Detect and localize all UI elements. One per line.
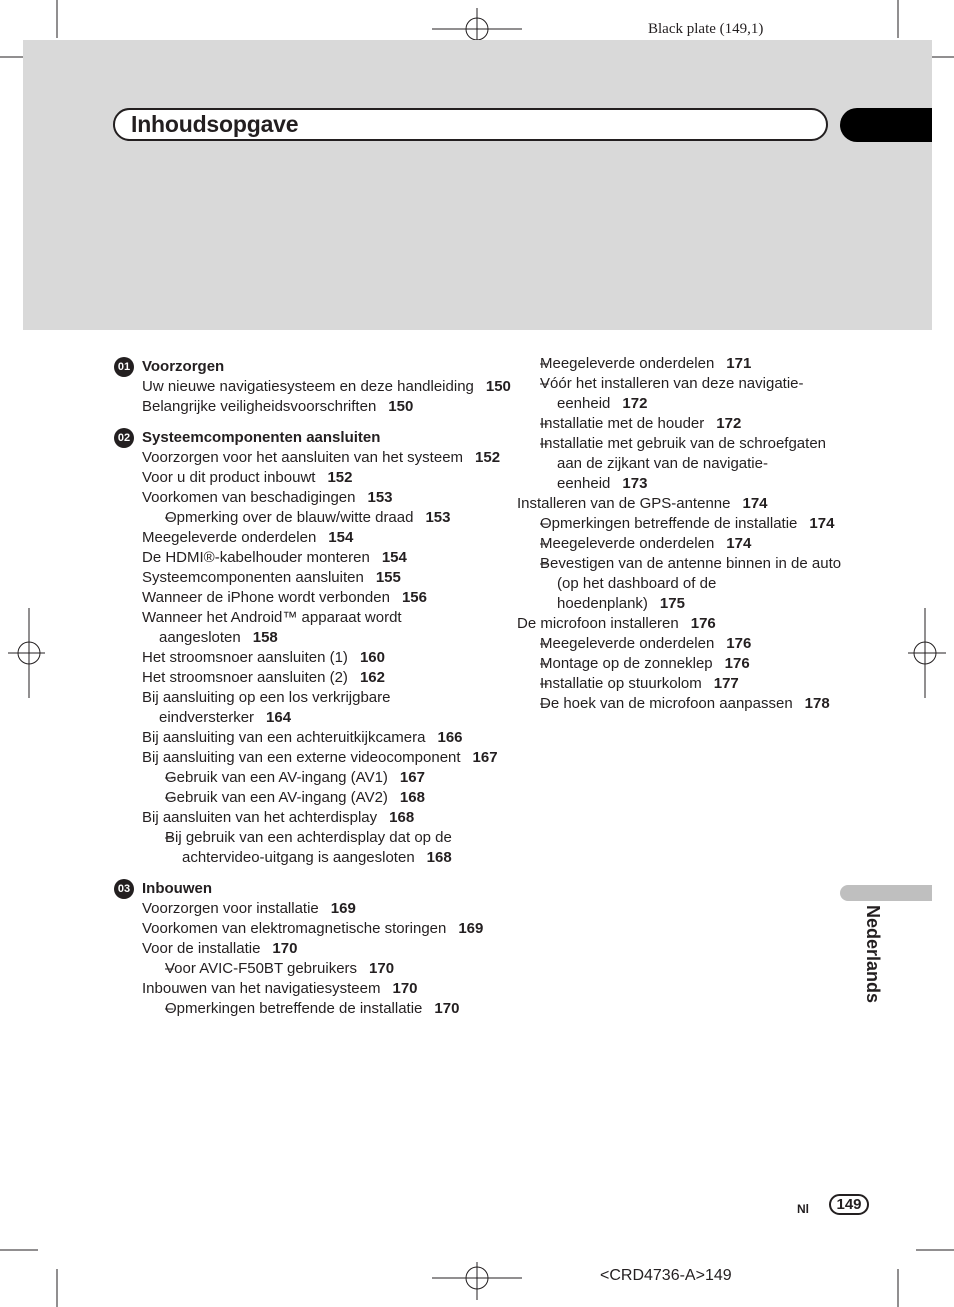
entry-text: Voorzorgen voor het aansluiten van het systeem: [142, 449, 464, 466]
entry-text: Gebruik van een AV-ingang (AV1): [165, 769, 388, 786]
toc-subentry[interactable]: [517, 354, 847, 374]
entry-text: Vóór het installeren van deze navigatie-eenheid: [540, 375, 804, 412]
entry-text: Opmerkingen betreffende de installatie: [540, 515, 798, 532]
entry-text: Het stroomsnoer aansluiten (1): [142, 649, 348, 666]
entry-text: Uw nieuwe navigatiesysteem en deze handleiding: [142, 378, 474, 395]
page-ref: 176: [726, 635, 752, 652]
page-ref: 158: [252, 629, 278, 646]
toc-subentry[interactable]: [517, 694, 847, 714]
page-ref: 170: [434, 1000, 460, 1017]
toc-entry[interactable]: [113, 919, 513, 939]
page-ref: 172: [622, 395, 648, 412]
document-code: <CRD4736-A>149: [600, 1267, 732, 1284]
entry-text: Bij aansluiting van een externe videocomponent: [142, 749, 461, 766]
entry-text: De HDMI®-kabelhouder monteren: [142, 549, 370, 566]
toc-subentry[interactable]: [113, 508, 513, 528]
entry-text: Het stroomsnoer aansluiten (2): [142, 669, 348, 686]
section-heading: [113, 879, 513, 899]
toc-entry[interactable]: [113, 568, 513, 588]
entry-text: Wanneer de iPhone wordt verbonden: [142, 589, 390, 606]
language-label: Nederlands: [863, 905, 883, 1004]
page-ref: 162: [359, 669, 385, 686]
section-number-badge: 02: [114, 428, 134, 448]
page-ref: 167: [399, 769, 425, 786]
toc-subentry[interactable]: [113, 999, 513, 1019]
language-code: Nl: [797, 1202, 809, 1216]
entry-text: Installatie met gebruik van de schroefgaten aan de zijkant van de navigatie-eenheid: [540, 435, 827, 492]
section-heading: [113, 428, 513, 448]
page-ref: 177: [713, 675, 739, 692]
page-ref: 168: [399, 789, 425, 806]
toc-subentry[interactable]: [113, 768, 513, 788]
toc-subentry[interactable]: [517, 654, 847, 674]
entry-text: Voorkomen van beschadigingen: [142, 489, 356, 506]
page-ref: 150: [485, 378, 511, 395]
toc-subentry[interactable]: [113, 788, 513, 808]
toc-entry[interactable]: [113, 688, 513, 728]
toc-subentry[interactable]: [113, 828, 513, 868]
entry-text: Bij gebruik van een achterdisplay dat op de achtervideo-uitgang is aangesloten: [165, 829, 452, 866]
toc-entry[interactable]: [113, 397, 513, 417]
toc-subentry[interactable]: [517, 554, 847, 614]
entry-text: Gebruik van een AV-ingang (AV2): [165, 789, 388, 806]
page-ref: 173: [622, 475, 648, 492]
entry-text: Bij aansluiten van het achterdisplay: [142, 809, 378, 826]
page-ref: 169: [330, 900, 356, 917]
page-ref: 172: [716, 415, 742, 432]
toc-entry[interactable]: [113, 488, 513, 508]
page-ref: 170: [272, 940, 298, 957]
page-ref: 154: [381, 549, 407, 566]
page-ref: 175: [659, 595, 685, 612]
section-number-badge: 03: [114, 879, 134, 899]
toc-subentry[interactable]: [517, 514, 847, 534]
entry-text: Installatie met de houder: [540, 415, 705, 432]
page-ref: 164: [266, 709, 292, 726]
page-ref: 160: [359, 649, 385, 666]
toc-subentry[interactable]: [517, 674, 847, 694]
entry-text: Meegeleverde onderdelen: [540, 535, 715, 552]
page-ref: 153: [367, 489, 393, 506]
section-heading: [113, 357, 513, 377]
language-tab: [840, 885, 932, 901]
entry-text: Voorkomen van elektromagnetische storingen: [142, 920, 447, 937]
toc-entry[interactable]: [113, 448, 513, 468]
toc-entry[interactable]: [113, 468, 513, 488]
toc-subentry[interactable]: [517, 534, 847, 554]
toc-subentry[interactable]: [517, 414, 847, 434]
toc-entry[interactable]: [113, 939, 513, 959]
page-number: 149: [829, 1194, 869, 1215]
section-title: Inbouwen: [142, 880, 212, 897]
entry-text: Installatie op stuurkolom: [540, 675, 702, 692]
toc-subentry[interactable]: [517, 634, 847, 654]
entry-text: Bevestigen van de antenne binnen in de auto (op het dashboard of de hoedenplank): [540, 555, 842, 612]
toc-entry[interactable]: [113, 748, 513, 768]
page-ref: 178: [804, 695, 830, 712]
toc-subentry[interactable]: [113, 959, 513, 979]
page-ref: 152: [327, 469, 353, 486]
toc-entry[interactable]: [113, 548, 513, 568]
page-ref: 152: [475, 449, 501, 466]
header-tab: [840, 108, 932, 142]
header-band: [23, 40, 932, 330]
toc-entry[interactable]: [113, 588, 513, 608]
toc-entry[interactable]: [113, 899, 513, 919]
page-ref: 171: [726, 355, 752, 372]
toc-entry[interactable]: [113, 528, 513, 548]
plate-label: Black plate (149,1): [648, 21, 764, 37]
entry-text: Opmerkingen betreffende de installatie: [165, 1000, 423, 1017]
entry-text: De microfoon installeren: [517, 615, 679, 632]
entry-text: Inbouwen van het navigatiesysteem: [142, 980, 381, 997]
toc-entry[interactable]: [113, 979, 513, 999]
toc-column-left: [113, 357, 513, 1019]
page-ref: 170: [369, 960, 395, 977]
section-number-badge: 01: [114, 357, 134, 377]
entry-text: Bij aansluiting op een los verkrijgbare eindversterker: [142, 689, 391, 726]
entry-text: Bij aansluiting van een achteruitkijkcamera: [142, 729, 426, 746]
page-ref: 170: [392, 980, 418, 997]
entry-text: Belangrijke veiligheidsvoorschriften: [142, 398, 377, 415]
entry-text: Montage op de zonneklep: [540, 655, 713, 672]
entry-text: Meegeleverde onderdelen: [142, 529, 317, 546]
toc-entry[interactable]: [113, 728, 513, 748]
entry-text: De hoek van de microfoon aanpassen: [540, 695, 793, 712]
page-ref: 156: [401, 589, 427, 606]
page-ref: 150: [388, 398, 414, 415]
page-title: Inhoudsopgave: [131, 111, 299, 137]
section-title: Voorzorgen: [142, 358, 225, 375]
entry-text: Opmerking over de blauw/witte draad: [165, 509, 414, 526]
page-ref: 166: [437, 729, 463, 746]
page-ref: 174: [742, 495, 768, 512]
page-ref: 167: [472, 749, 498, 766]
toc-entry[interactable]: [113, 808, 513, 828]
page-ref: 174: [726, 535, 752, 552]
page-ref: 176: [690, 615, 716, 632]
entry-text: Wanneer het Android™ apparaat wordt aangesloten: [142, 609, 402, 646]
entry-text: Voorzorgen voor installatie: [142, 900, 319, 917]
page-ref: 174: [809, 515, 835, 532]
toc-entry[interactable]: [517, 494, 847, 514]
page-ref: 176: [724, 655, 750, 672]
toc-entry[interactable]: [517, 614, 847, 634]
entry-text: Voor AVIC-F50BT gebruikers: [165, 960, 358, 977]
toc-entry[interactable]: [113, 608, 513, 648]
page-ref: 168: [389, 809, 415, 826]
page-ref: 153: [425, 509, 451, 526]
section-title: Systeemcomponenten aansluiten: [142, 429, 381, 446]
page-ref: 168: [426, 849, 452, 866]
toc-column-right: [517, 354, 847, 714]
toc-subentry[interactable]: [517, 434, 847, 494]
page-ref: 155: [375, 569, 401, 586]
entry-text: Installeren van de GPS-antenne: [517, 495, 731, 512]
toc-entry[interactable]: [113, 377, 513, 397]
page-ref: 154: [328, 529, 354, 546]
entry-text: Systeemcomponenten aansluiten: [142, 569, 364, 586]
entry-text: Meegeleverde onderdelen: [540, 355, 715, 372]
toc-subentry[interactable]: [517, 374, 847, 414]
entry-text: Meegeleverde onderdelen: [540, 635, 715, 652]
toc-entry[interactable]: [113, 668, 513, 688]
page-ref: 169: [458, 920, 484, 937]
entry-text: Voor u dit product inbouwt: [142, 469, 316, 486]
toc-entry[interactable]: [113, 648, 513, 668]
entry-text: Voor de installatie: [142, 940, 261, 957]
